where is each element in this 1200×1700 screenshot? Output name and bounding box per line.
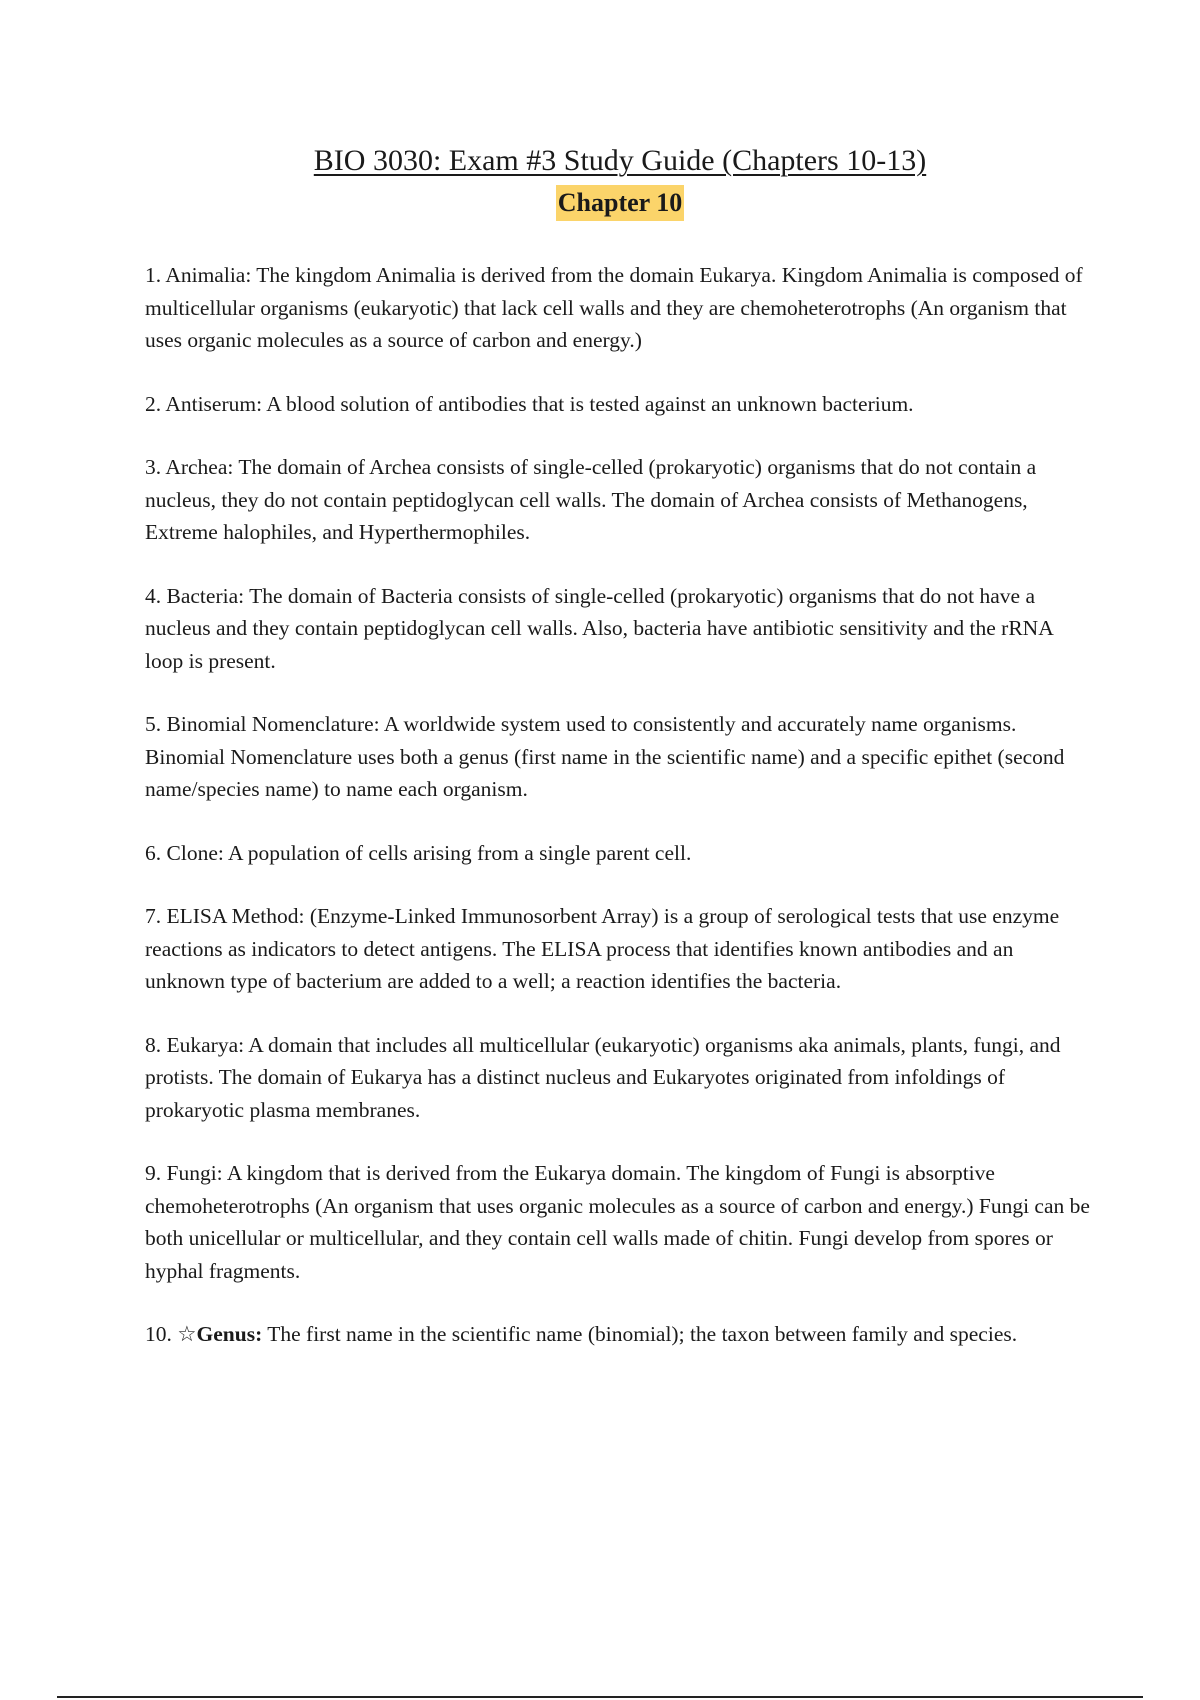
page-bottom-rule bbox=[57, 1696, 1143, 1698]
entry-term: Genus: bbox=[196, 1322, 263, 1346]
entry-number: 10. bbox=[145, 1322, 172, 1346]
document-title: BIO 3030: Exam #3 Study Guide (Chapters 10-13) bbox=[313, 144, 927, 177]
glossary-entry bbox=[145, 837, 1090, 870]
entry-text: ELISA Method: (Enzyme-Linked Immunosorbent Array) is a group of serological tests that use enzyme reactions as indicators to detect antigens. The ELISA process that identifies known antibodies and an unknown type of bacterium are added to a well; a reaction identifies the bacteria. bbox=[145, 904, 1060, 993]
entry-text: The first name in the scientific name (binomial); the taxon between family and species. bbox=[267, 1322, 1018, 1346]
chapter-heading: Chapter 10 bbox=[556, 185, 684, 221]
glossary-entry bbox=[145, 388, 1090, 421]
entry-text: Eukarya: A domain that includes all multicellular (eukaryotic) organisms aka animals, plants, fungi, and protists. The domain of Eukarya has a distinct nucleus and Eukaryotes originated from infoldings of prokaryotic plasma membranes. bbox=[145, 1032, 1061, 1122]
glossary-entry bbox=[145, 1029, 1090, 1127]
entry-text: Clone: A population of cells arising from a single parent cell. bbox=[166, 840, 692, 865]
entry-number: 1. bbox=[145, 263, 162, 287]
glossary-entry bbox=[145, 451, 1090, 549]
glossary-entry-genus bbox=[145, 1318, 1090, 1351]
glossary-entry bbox=[145, 1157, 1090, 1287]
entry-number: 7. bbox=[145, 904, 162, 928]
entry-number: 6. bbox=[145, 840, 162, 865]
entry-text: Fungi: A kingdom that is derived from the Eukarya domain. The kingdom of Fungi is absorptive chemoheterotrophs (An organism that uses organic molecules as a source of carbon and energy.) Fungi can be both unicellular or multicellular, and they contain cell walls made of chitin. Fungi develop from spores or hyphal fragments. bbox=[145, 1161, 1090, 1283]
chapter-heading-wrapper bbox=[0, 185, 1200, 221]
entry-number: 5. bbox=[145, 712, 162, 736]
glossary-entry bbox=[145, 259, 1090, 357]
entry-number: 8. bbox=[145, 1032, 162, 1057]
entry-text: Binomial Nomenclature: A worldwide system used to consistently and accurately name organisms. Binomial Nomenclature uses both a genus (first name in the scientific name) and a specific epithet (second name/species name) to name each organism. bbox=[145, 712, 1065, 801]
entry-number: 2. bbox=[145, 391, 162, 416]
glossary-entry bbox=[145, 708, 1090, 806]
glossary-entry bbox=[145, 580, 1090, 678]
entry-text: Animalia: The kingdom Animalia is derived from the domain Eukarya. Kingdom Animalia is composed of multicellular organisms (eukaryotic) that lack cell walls and they are chemoheterotrophs (An organism that uses organic molecules as a source of carbon and energy.) bbox=[145, 263, 1083, 352]
entry-text: Archea: The domain of Archea consists of single-celled (prokaryotic) organisms that do not contain a nucleus, they do not contain peptidoglycan cell walls. The domain of Archea consists of Methanogens, Extreme halophiles, and Hyperthermophiles. bbox=[145, 455, 1037, 544]
glossary-list bbox=[145, 259, 1090, 1382]
entry-number: 4. bbox=[145, 583, 162, 608]
entry-text: Antiserum: A blood solution of antibodies that is tested against an unknown bacterium. bbox=[165, 391, 914, 416]
entry-number: 3. bbox=[145, 455, 162, 479]
entry-text: Bacteria: The domain of Bacteria consists of single-celled (prokaryotic) organisms that do not have a nucleus and they contain peptidoglycan cell walls. Also, bacteria have antibiotic sensitivity and the rRNA loop is present. bbox=[145, 583, 1053, 673]
entry-number: 9. bbox=[145, 1161, 162, 1185]
glossary-entry bbox=[145, 900, 1090, 998]
star-icon: ☆ bbox=[177, 1322, 197, 1346]
